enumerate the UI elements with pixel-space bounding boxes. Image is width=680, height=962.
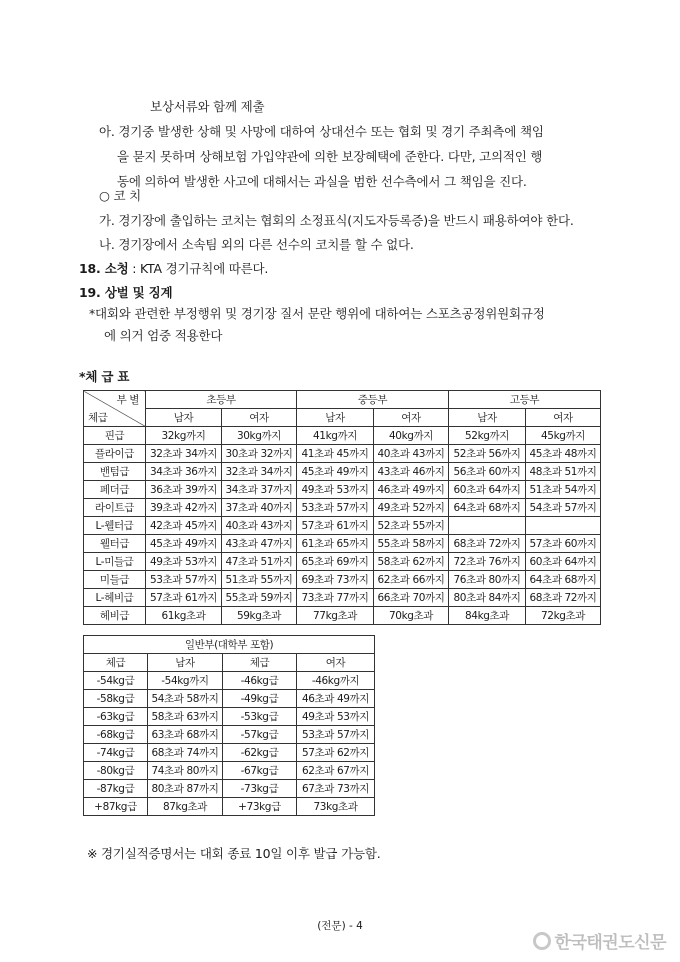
weight-limit-cell: 57초과 62까지 [297,744,375,762]
weight-limit-cell: 40kg까지 [374,427,449,445]
table-row [84,762,375,780]
weight-limit-cell: 39초과 42까지 [146,499,222,517]
watermark [533,928,666,953]
body-line-2: 아. 경기중 발생한 상해 및 사망에 대하여 상대선수 또는 협회 및 경기 주최측에 책임 [99,124,544,139]
general-table-title: 일반부(대학부 포함) [84,636,375,654]
weight-limit-cell: 30초과 32까지 [222,445,297,463]
school-weight-table [83,390,601,625]
school-table-body [84,427,601,625]
weight-class-name: -54kg급 [84,672,148,690]
group-header: 중등부 [297,391,449,409]
weight-class-name: L-헤비급 [84,589,146,607]
table-row [84,445,601,463]
weight-class-name: -46kg급 [223,672,297,690]
weight-table-heading: *체 급 표 [79,369,130,384]
weight-limit-cell: 61초과 65까지 [297,535,374,553]
weight-class-name: 헤비급 [84,607,146,625]
weight-limit-cell: 32초과 34까지 [146,445,222,463]
weight-limit-cell: 48초과 51까지 [526,463,601,481]
table-row [84,690,375,708]
table-row [84,780,375,798]
weight-limit-cell: 43초과 46까지 [374,463,449,481]
weight-class-name: 웰터급 [84,535,146,553]
weight-limit-cell: 40초과 43까지 [374,445,449,463]
weight-class-name: -80kg급 [84,762,148,780]
weight-limit-cell: 46초과 49까지 [297,690,375,708]
weight-limit-cell: 54초과 58까지 [148,690,223,708]
weight-limit-cell: 69초과 73까지 [297,571,374,589]
table-row [84,672,375,690]
weight-class-name: -74kg급 [84,744,148,762]
weight-class-name: 라이트급 [84,499,146,517]
general-table-body [84,672,375,816]
weight-limit-cell: 45초과 48까지 [526,445,601,463]
weight-limit-cell: 74초과 80까지 [148,762,223,780]
body-line-6: 가. 경기장에 출입하는 코치는 협회의 소정표식(지도자등록증)을 반드시 패용하여야 한다. [99,213,574,228]
weight-class-name: 페더급 [84,481,146,499]
weight-limit-cell: 49초과 53까지 [297,708,375,726]
weight-limit-cell: 68초과 72까지 [449,535,526,553]
weight-limit-cell: 45초과 49까지 [297,463,374,481]
weight-limit-cell: 55초과 59까지 [222,589,297,607]
table-row [84,589,601,607]
table-row [84,535,601,553]
weight-limit-cell: 65초과 69까지 [297,553,374,571]
weight-limit-cell: 40초과 43까지 [222,517,297,535]
weight-limit-cell: 54초과 57까지 [526,499,601,517]
section-19-title: 19. 상벌 및 징계 [79,285,173,300]
weight-class-name: L-미들급 [84,553,146,571]
body-line-11: 에 의거 엄중 적용한다 [104,328,223,343]
weight-limit-cell: 66초과 70까지 [374,589,449,607]
section-coach: ○ 코 치 [99,188,142,203]
weight-limit-cell: 73초과 77까지 [297,589,374,607]
table-row [84,708,375,726]
corner-bottom-label: 체급 [88,412,108,424]
weight-class-name: -67kg급 [223,762,297,780]
weight-limit-cell: 52kg까지 [449,427,526,445]
gender-header: 남자 [146,409,222,427]
weight-limit-cell: 53초과 57까지 [297,726,375,744]
gender-header: 여자 [526,409,601,427]
weight-limit-cell: 49초과 53까지 [146,553,222,571]
body-line-4: 동에 의하여 발생한 사고에 대해서는 과실을 범한 선수측에서 그 책임을 진다. [117,174,527,189]
body-line-7: 나. 경기장에서 소속팀 외의 다른 선수의 코치를 할 수 없다. [99,237,414,252]
table-row [84,798,375,816]
body-line-10: *대회와 관련한 부정행위 및 경기장 질서 문란 행위에 대하여는 스포츠공정위원회규정 [89,306,545,321]
weight-limit-cell [449,517,526,535]
weight-limit-cell: 51초과 55까지 [222,571,297,589]
weight-limit-cell: 36초과 39까지 [146,481,222,499]
weight-limit-cell: 42초과 45까지 [146,517,222,535]
weight-limit-cell: 53초과 57까지 [146,571,222,589]
table-row [84,607,601,625]
weight-limit-cell: 57초과 61까지 [297,517,374,535]
weight-limit-cell: 51초과 54까지 [526,481,601,499]
weight-limit-cell: 73kg초과 [297,798,375,816]
weight-limit-cell: 84kg초과 [449,607,526,625]
table-row [84,553,601,571]
gender-header: 여자 [222,409,297,427]
weight-limit-cell: 45kg까지 [526,427,601,445]
weight-limit-cell: 34초과 36까지 [146,463,222,481]
weight-class-name: -49kg급 [223,690,297,708]
table-row [84,726,375,744]
weight-limit-cell: 60초과 64까지 [449,481,526,499]
weight-class-name: 핀급 [84,427,146,445]
weight-limit-cell: 30kg까지 [222,427,297,445]
page-footer: (전문) - 4 [317,920,363,932]
weight-limit-cell: 32초과 34까지 [222,463,297,481]
weight-limit-cell: 80초과 84까지 [449,589,526,607]
weight-limit-cell: 57초과 60까지 [526,535,601,553]
weight-class-name: 미들급 [84,571,146,589]
weight-limit-cell: 46초과 49까지 [374,481,449,499]
weight-limit-cell: 62초과 67까지 [297,762,375,780]
weight-limit-cell: 72kg초과 [526,607,601,625]
weight-limit-cell: 37초과 40까지 [222,499,297,517]
weight-class-name: -63kg급 [84,708,148,726]
weight-limit-cell: 52초과 56까지 [449,445,526,463]
weight-limit-cell: 60초과 64까지 [526,553,601,571]
weight-limit-cell [526,517,601,535]
table-row [84,463,601,481]
weight-limit-cell: 59kg초과 [222,607,297,625]
general-header: 남자 [148,654,223,672]
weight-limit-cell: 67초과 73까지 [297,780,375,798]
weight-limit-cell: 80초과 87까지 [148,780,223,798]
table-row [84,517,601,535]
gender-header: 남자 [449,409,526,427]
table-row [84,427,601,445]
weight-limit-cell: 62초과 66까지 [374,571,449,589]
group-header: 초등부 [146,391,297,409]
general-header: 체급 [84,654,148,672]
weight-limit-cell: 41초과 45까지 [297,445,374,463]
body-line-3: 을 묻지 못하며 상해보험 가입약관에 의한 보장혜택에 준한다. 다만, 고의적인 행 [117,149,543,164]
weight-class-name: -62kg급 [223,744,297,762]
weight-class-name: 밴텀급 [84,463,146,481]
weight-limit-cell: 57초과 61까지 [146,589,222,607]
watermark-text: 한국태권도신문 [554,933,666,953]
weight-limit-cell: 68초과 74까지 [148,744,223,762]
group-header: 고등부 [449,391,601,409]
weight-limit-cell: 77kg초과 [297,607,374,625]
weight-limit-cell: 72초과 76까지 [449,553,526,571]
table-row [84,571,601,589]
weight-class-name: -87kg급 [84,780,148,798]
section-18-title: 18. 소청 [79,261,129,276]
weight-limit-cell: 87kg초과 [148,798,223,816]
weight-limit-cell: 55초과 58까지 [374,535,449,553]
corner-top-label: 부 별 [116,394,139,406]
weight-class-name: -58kg급 [84,690,148,708]
table-row [84,481,601,499]
weight-limit-cell: 70kg초과 [374,607,449,625]
weight-limit-cell: -54kg까지 [148,672,223,690]
weight-class-name: +87kg급 [84,798,148,816]
weight-limit-cell: 49초과 52까지 [374,499,449,517]
weight-class-name: -68kg급 [84,726,148,744]
weight-limit-cell: 32kg까지 [146,427,222,445]
weight-limit-cell: 53초과 57까지 [297,499,374,517]
weight-limit-cell: 64초과 68까지 [449,499,526,517]
weight-limit-cell: 49초과 53까지 [297,481,374,499]
weight-limit-cell: 68초과 72까지 [526,589,601,607]
weight-class-name: L-웰터급 [84,517,146,535]
gender-header: 여자 [374,409,449,427]
weight-limit-cell: 64초과 68까지 [526,571,601,589]
weight-limit-cell: -46kg까지 [297,672,375,690]
body-line-1: 보상서류와 함께 제출 [150,99,265,114]
section-18-text: : KTA 경기규칙에 따른다. [128,261,269,276]
section-18 [79,259,268,277]
table-row [84,744,375,762]
weight-limit-cell: 34초과 37까지 [222,481,297,499]
weight-limit-cell: 63초과 68까지 [148,726,223,744]
certificate-note: ※ 경기실적증명서는 대회 종료 10일 이후 발급 가능함. [87,846,381,861]
weight-limit-cell: 41kg까지 [297,427,374,445]
weight-limit-cell: 43초과 47까지 [222,535,297,553]
general-header: 여자 [297,654,375,672]
weight-limit-cell: 76초과 80까지 [449,571,526,589]
weight-limit-cell: 47초과 51까지 [222,553,297,571]
weight-class-name: +73kg급 [223,798,297,816]
table-row [84,499,601,517]
weight-limit-cell: 52초과 55까지 [374,517,449,535]
gender-header: 남자 [297,409,374,427]
table-corner-cell [84,391,146,427]
watermark-logo-icon [533,932,551,950]
weight-limit-cell: 58초과 63까지 [148,708,223,726]
weight-class-name: -53kg급 [223,708,297,726]
weight-limit-cell: 61kg초과 [146,607,222,625]
weight-limit-cell: 45초과 49까지 [146,535,222,553]
weight-limit-cell: 56초과 60까지 [449,463,526,481]
general-header: 체급 [223,654,297,672]
weight-class-name: -57kg급 [223,726,297,744]
general-weight-table [83,635,375,816]
weight-class-name: -73kg급 [223,780,297,798]
weight-limit-cell: 58초과 62까지 [374,553,449,571]
weight-class-name: 플라이급 [84,445,146,463]
